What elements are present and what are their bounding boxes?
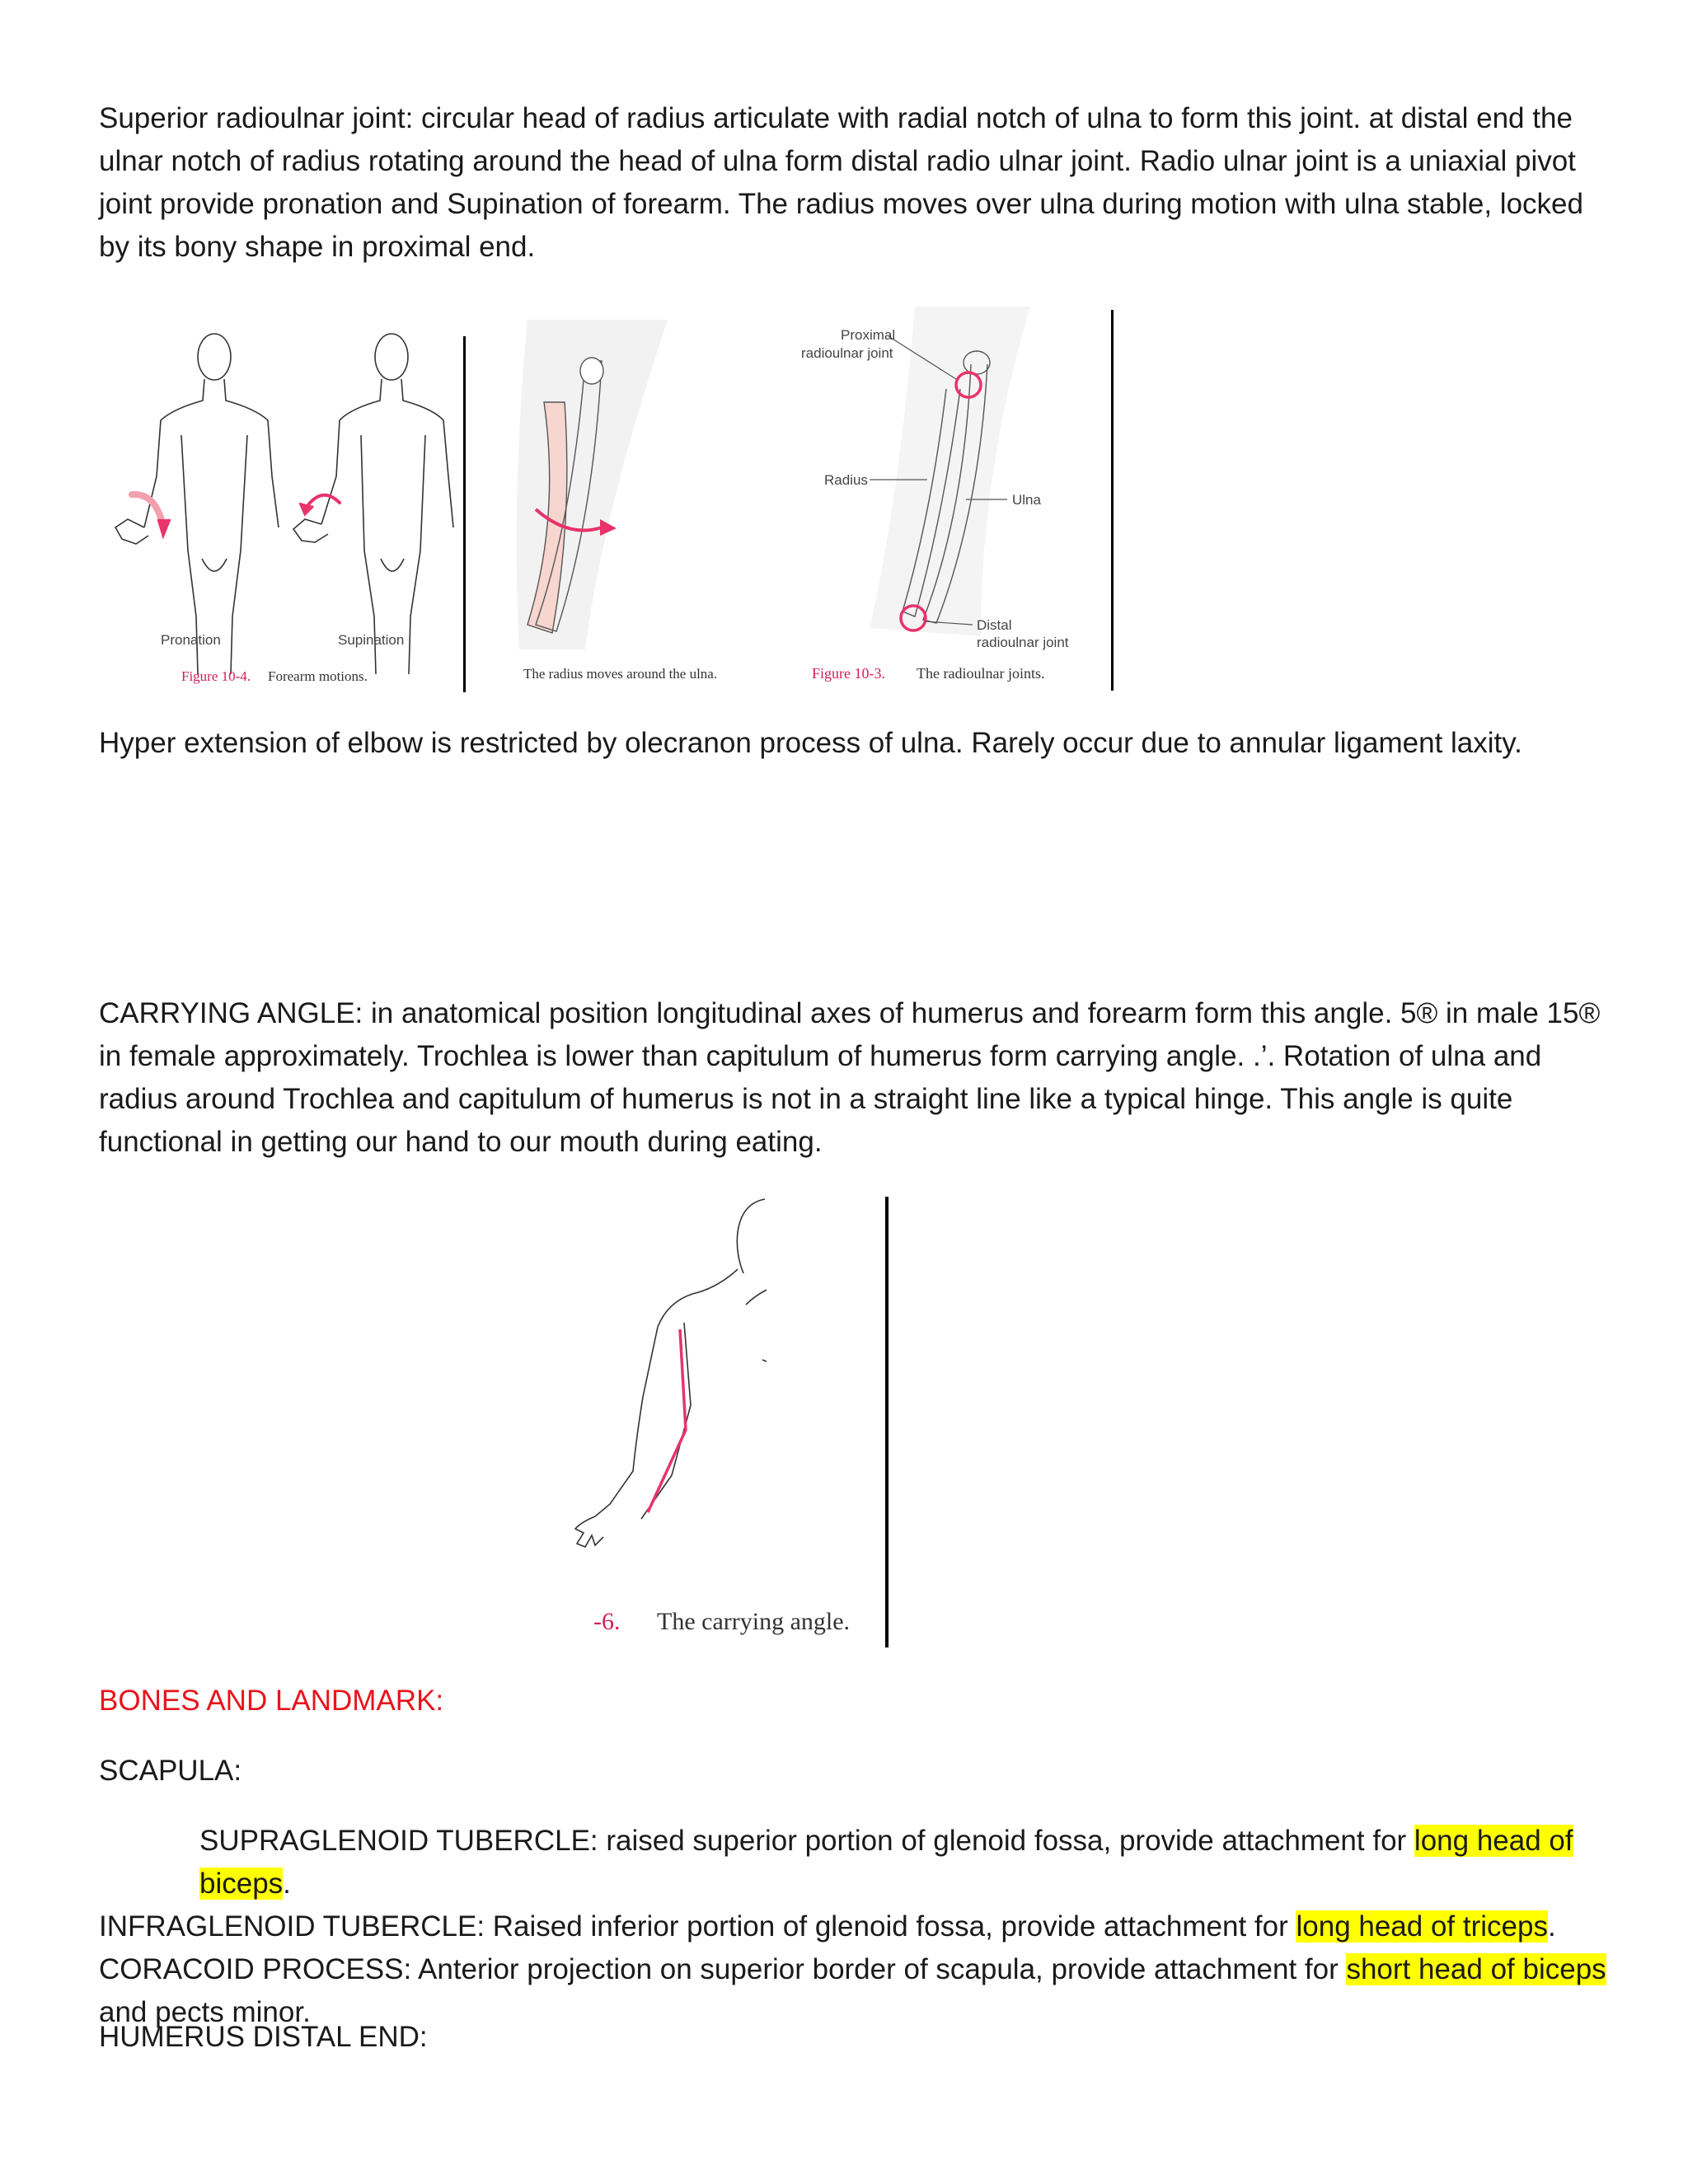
coracoid-tail: and pects minor. [99, 1996, 311, 2028]
carrying-angle-illustration [560, 1191, 886, 1640]
supraglenoid-line [99, 1820, 1632, 1905]
bones-landmark-heading: BONES AND LANDMARK: [99, 1685, 444, 1717]
paragraph-radioulnar-joint: Superior radioulnar joint: circular head of radius articulate with radial notch of ulna to form this joint. at distal end the ulnar notch of radius rotating around the head of ulna form distal radio ulnar joint. Radio ulnar joint is a uniaxial pivot joint provide pronation and Supination of forearm. The radius moves over ulna during motion with ulna stable, locked by its bony shape in proximal end. [99, 102, 1583, 263]
pronation-label: Pronation [161, 632, 221, 648]
pronation-figure-head [198, 334, 231, 380]
carrying-figure-number: -6. [593, 1608, 621, 1635]
figure-right-border-line [1111, 310, 1114, 691]
distal-label-line-1: Distal [977, 617, 1012, 633]
paragraph-hyperextension: Hyper extension of elbow is restricted by olecranon process of ulna. Rarely occur due to annular ligament laxity. [99, 727, 1522, 759]
figure-radius-rotation [478, 312, 791, 691]
distal-label-line-2: radioulnar joint [977, 635, 1069, 650]
paragraph-carrying-angle: CARRYING ANGLE: in anatomical position longitudinal axes of humerus and forearm form this angle. 5® in male 15® in female approximately. Trochlea is lower than capitulum of humerus form carrying angle. .’. Rotation of ulna and radius around Trochlea and capitulum of humerus is not in a straight line like a typical hinge. This angle is quite functional in getting our hand to our mouth during eating. [99, 997, 1601, 1158]
radius-rotation-illustration [478, 312, 791, 691]
figure-10-3-caption: The radioulnar joints. [917, 665, 1045, 682]
coracoid-text: CORACOID PROCESS: Anterior projection on superior border of scapula, provide attachment for [99, 1953, 1347, 1985]
radioulnar-joints-illustration [791, 307, 1104, 691]
radius-caption: The radius moves around the ulna. [523, 666, 718, 682]
infraglenoid-text: INFRAGLENOID TUBERCLE: Raised inferior portion of glenoid fossa, provide attachment for [99, 1910, 1296, 1943]
carrying-angle-axis-line [648, 1329, 686, 1512]
supraglenoid-period: . [283, 1868, 291, 1900]
figure-forearm-motions [99, 312, 462, 691]
infraglenoid-period: . [1547, 1910, 1556, 1943]
coracoid-highlight: short head of biceps [1346, 1953, 1606, 1985]
scapula-heading: SCAPULA: [99, 1755, 242, 1787]
figure-carrying-angle [560, 1191, 886, 1640]
ulna-label: Ulna [1012, 492, 1041, 508]
infraglenoid-line [99, 1905, 1632, 1948]
proximal-label-line-2: radioulnar joint [801, 345, 893, 361]
supraglenoid-text: SUPRAGLENOID TUBERCLE: raised superior portion of glenoid fossa, provide attachment for [199, 1825, 1414, 1857]
pronation-arrow-icon [158, 519, 170, 536]
figure-10-4-number: Figure 10-4. [181, 668, 251, 684]
supination-arrow-icon [300, 503, 313, 514]
infraglenoid-highlight: long head of triceps [1296, 1910, 1548, 1943]
supination-figure-head [375, 334, 408, 380]
supraglenoid-highlight: long head of biceps [199, 1825, 1573, 1900]
figure-10-3-number: Figure 10-3. [812, 665, 885, 682]
radius-label: Radius [824, 472, 868, 488]
forearm-motions-illustration [99, 312, 462, 691]
proximal-label-line-1: Proximal [841, 327, 896, 343]
humerus-distal-end-heading: HUMERUS DISTAL END: [99, 2021, 428, 2053]
scapula-landmarks-paragraph [99, 1820, 1632, 2034]
figure-divider-line [463, 336, 466, 692]
supination-label: Supination [338, 632, 405, 648]
carrying-figure-caption: The carrying angle. [657, 1608, 851, 1635]
figure-radioulnar-joints [791, 307, 1104, 691]
carrying-figure-border-line [885, 1197, 889, 1647]
figure-10-4-caption: Forearm motions. [268, 668, 368, 684]
